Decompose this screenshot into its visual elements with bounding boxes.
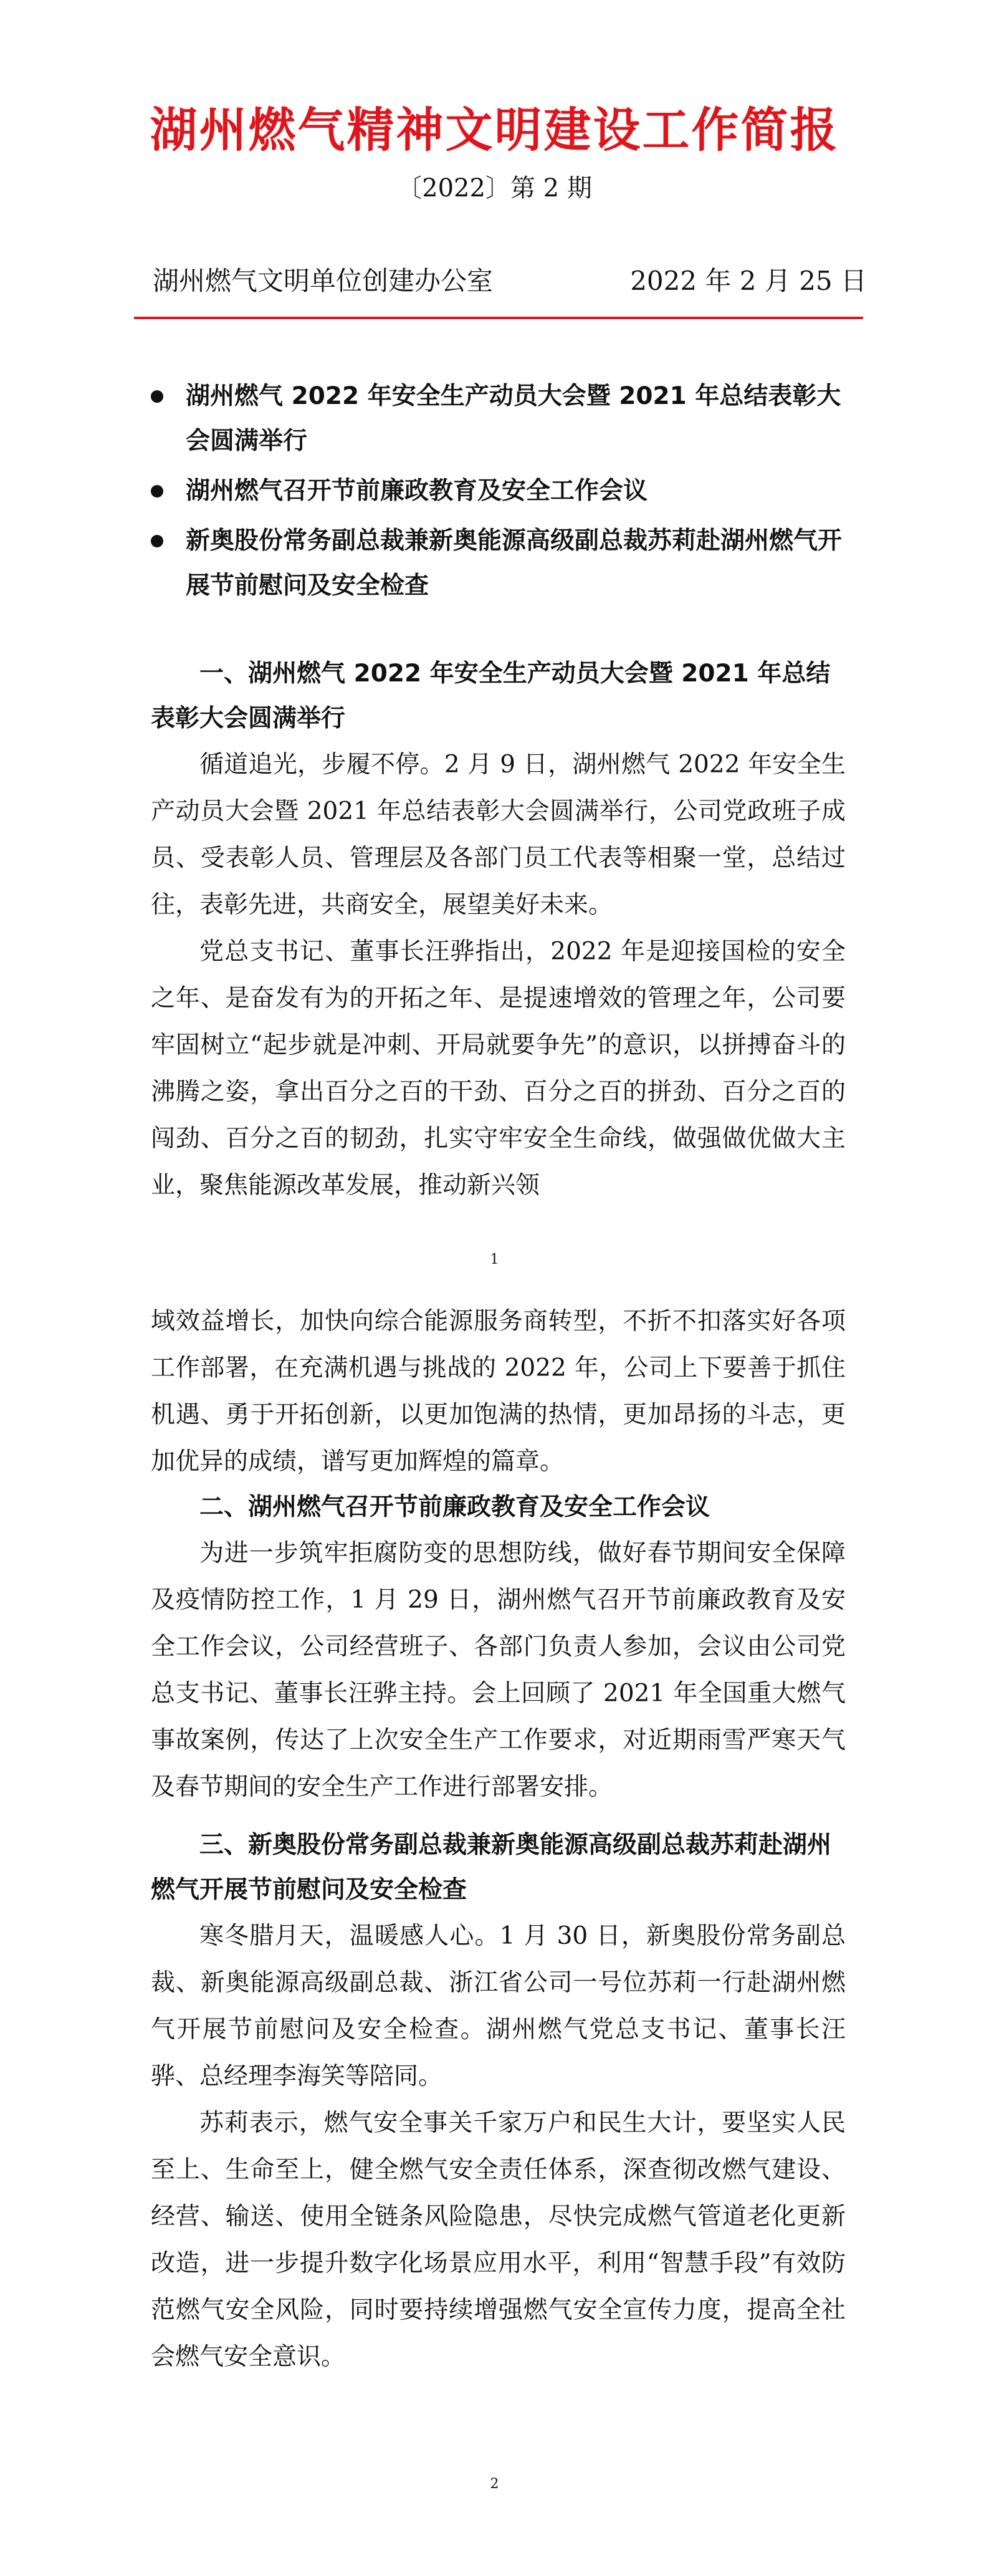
toc-item	[151, 519, 849, 608]
section1-heading: 一、湖州燃气 2022 年安全生产动员大会暨 2021 年总结表彰大会圆满举行	[151, 660, 831, 733]
issuing-unit: 湖州燃气文明单位创建办公室	[153, 266, 494, 296]
section3-heading: 三、新奥股份常务副总裁兼新奥能源高级副总裁苏莉赴湖州燃气开展节前慰问及安全检查	[151, 1831, 832, 1904]
page2-body	[151, 1298, 846, 2380]
page-number: 2	[490, 2476, 499, 2492]
section2-paragraph: 为进一步筑牢拒腐防变的思想防线，做好春节期间安全保障及疫情防控工作，1 月 29 日，湖州燃气召开节前廉政教育及安全工作会议，公司经营班子、各部门负责人参加，会议由公司党总支书记、董事长汪骅主持。会上回顾了 2021 年全国重大燃气事故案例，传达了上次安全生产工作要求，对近期雨雪严寒天气及春节期间的安全生产工作进行部署安排。	[151, 1539, 846, 1801]
bullet-icon	[151, 485, 163, 497]
issue-number: 〔2022〕第 2 期	[397, 174, 592, 203]
section1-paragraph: 党总支书记、董事长汪骅指出，2022 年是迎接国检的安全之年、是奋发有为的开拓之年、是提速增效的管理之年，公司要牢固树立“起步就是冲刺、开局就要争先”的意识，以拼搏奋斗的沸腾之姿，拿出百分之百的干劲、百分之百的拼劲、百分之百的闯劲、百分之百的韧劲，扎实守牢安全生命线，做强做优做大主业，聚焦能源改革发展，推动新兴领	[151, 938, 846, 1199]
toc-item	[151, 374, 849, 464]
table-of-contents	[151, 374, 849, 613]
toc-item	[151, 469, 849, 514]
page1-body	[151, 651, 846, 1209]
bulletin-title: 湖州燃气精神文明建设工作简报	[150, 102, 839, 158]
toc-item-text: 湖州燃气 2022 年安全生产动员大会暨 2021 年总结表彰大会圆满举行	[186, 382, 841, 455]
section1-paragraph: 循道追光，步履不停。2 月 9 日，湖州燃气 2022 年安全生产动员大会暨 2021 年总结表彰大会圆满举行，公司党政班子成员、受表彰人员、管理层及各部门员工代表等相聚一堂，总结过往，表彰先进，共商安全，展望美好未来。	[151, 751, 846, 919]
header-divider	[134, 317, 863, 319]
page-number: 1	[490, 1252, 499, 1267]
bullet-icon	[151, 535, 163, 547]
toc-item-text: 新奥股份常务副总裁兼新奥能源高级副总裁苏莉赴湖州燃气开展节前慰问及安全检查	[186, 527, 843, 600]
issue-date: 2022 年 2 月 25 日	[630, 266, 867, 296]
toc-item-text: 湖州燃气召开节前廉政教育及安全工作会议	[186, 477, 648, 505]
section3-paragraph: 寒冬腊月天，温暖感人心。1 月 30 日，新奥股份常务副总裁、新奥能源高级副总裁、浙江省公司一号位苏莉一行赴湖州燃气开展节前慰问及安全检查。湖州燃气党总支书记、董事长汪骅、总经理李海笑等陪同。	[151, 1922, 846, 2090]
section1-paragraph-continued: 域效益增长，加快向综合能源服务商转型，不折不扣落实好各项工作部署，在充满机遇与挑战的 2022 年，公司上下要善于抓住机遇、勇于开拓创新，以更加饱满的热情，更加昂扬的斗志，更加优异的成绩，谱写更加辉煌的篇章。	[151, 1307, 846, 1476]
page-2	[0, 1288, 989, 2576]
section3-paragraph: 苏莉表示，燃气安全事关千家万户和民生大计，要坚实人民至上、生命至上，健全燃气安全责任体系，深查彻改燃气建设、经营、输送、使用全链条风险隐患，尽快完成燃气管道老化更新改造，进一步提升数字化场景应用水平，利用“智慧手段”有效防范燃气安全风险，同时要持续增强燃气安全宣传力度，提高全社会燃气安全意识。	[151, 2109, 846, 2371]
section2-heading: 二、湖州燃气召开节前廉政教育及安全工作会议	[199, 1493, 710, 1521]
bullet-icon	[151, 390, 163, 403]
